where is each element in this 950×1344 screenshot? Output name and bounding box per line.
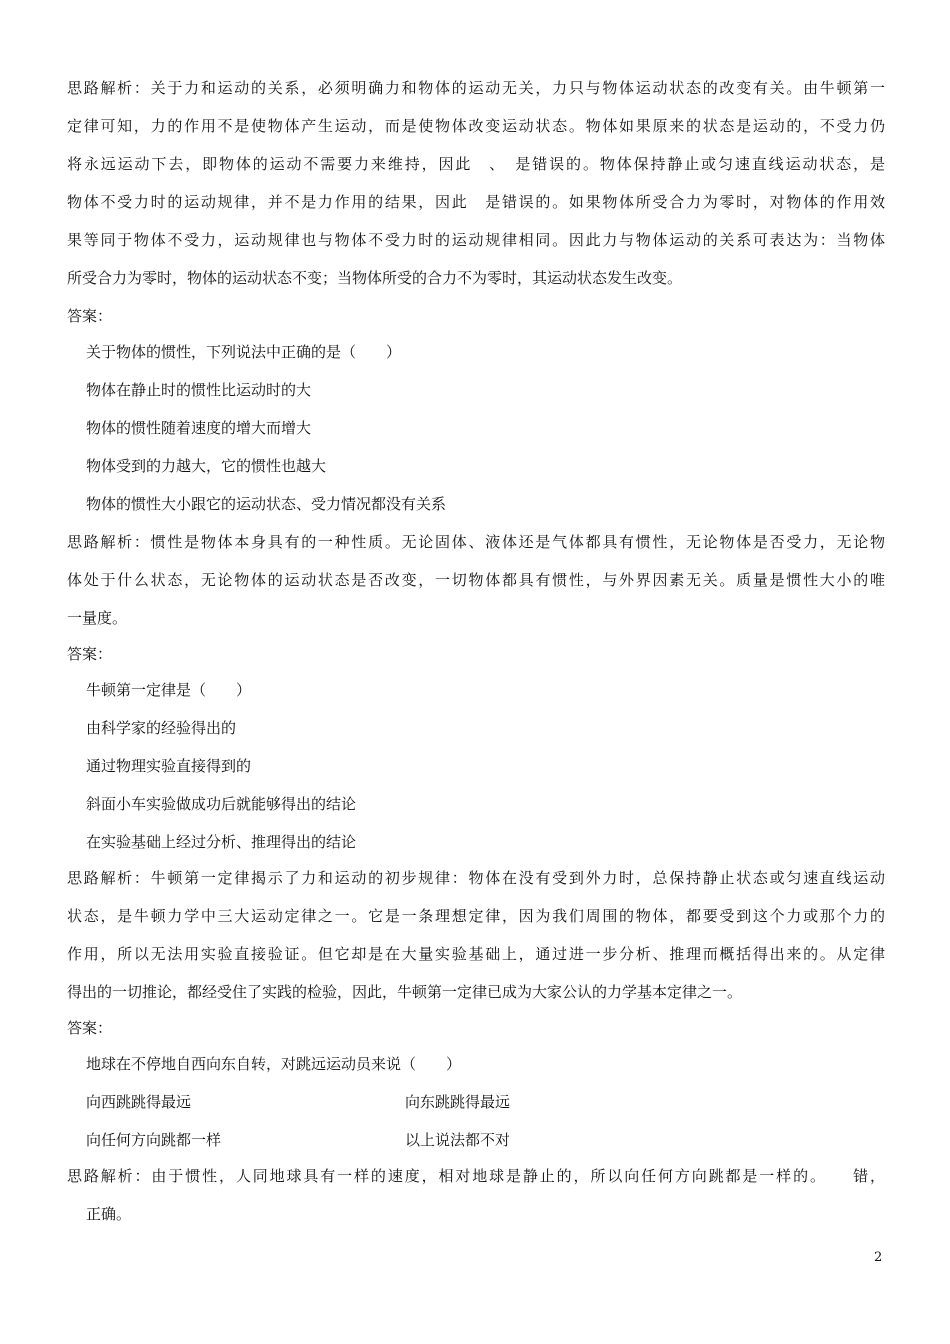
analysis-4-line-1: 思路解析：由于惯性，人同地球具有一样的速度，相对地球是静止的，所以向任何方向跳都是一样的。 错，	[67, 1167, 885, 1185]
analysis-4-line-2: 正确。	[86, 1205, 132, 1223]
answer-label-1: 答案：	[67, 307, 113, 325]
question-3-option-1: 由科学家的经验得出的	[86, 719, 237, 737]
analysis-3-line-1: 思路解析：牛顿第一定律揭示了力和运动的初步规律：物体在没有受到外力时，总保持静止状态或匀速直线运动	[67, 869, 885, 887]
question-2-option-4: 物体的惯性大小跟它的运动状态、受力情况都没有关系	[86, 495, 447, 513]
question-3-option-2: 通过物理实验直接得到的	[86, 757, 252, 775]
analysis-1-line-2: 定律可知，力的作用不是使物体产生运动，而是使物体改变运动状态。物体如果原来的状态是运动的，不受力仍	[67, 117, 885, 135]
question-4-option-4: 以上说法都不对	[405, 1131, 511, 1149]
answer-label-2: 答案：	[67, 645, 113, 663]
question-4-stem: 地球在不停地自西向东自转，对跳远运动员来说（ ）	[86, 1055, 462, 1073]
question-4-option-3: 向任何方向跳都一样	[86, 1131, 222, 1149]
question-4-option-2: 向东跳跳得最远	[405, 1093, 511, 1111]
question-2-option-2: 物体的惯性随着速度的增大而增大	[86, 419, 312, 437]
analysis-1-line-4: 物体不受力时的运动规律，并不是力作用的结果，因此 是错误的。如果物体所受合力为零时，对物体的作用效	[67, 193, 885, 211]
analysis-1-line-5: 果等同于物体不受力，运动规律也与物体不受力时的运动规律相同。因此力与物体运动的关系可表达为：当物体	[67, 231, 885, 249]
analysis-3-line-3: 作用，所以无法用实验直接验证。但它却是在大量实验基础上，通过进一步分析、推理而概括得出来的。从定律	[67, 945, 885, 963]
question-3-option-3: 斜面小车实验做成功后就能够得出的结论	[86, 795, 357, 813]
analysis-3-line-2: 状态，是牛顿力学中三大运动定律之一。它是一条理想定律，因为我们周围的物体，都要受到这个力或那个力的	[67, 907, 885, 925]
question-3-stem: 牛顿第一定律是（ ）	[86, 681, 252, 699]
question-3-option-4: 在实验基础上经过分析、推理得出的结论	[86, 833, 357, 851]
analysis-3-line-4: 得出的一切推论，都经受住了实践的检验，因此，牛顿第一定律已成为大家公认的力学基本定律之一。	[67, 983, 743, 1001]
analysis-1-line-1: 思路解析：关于力和运动的关系，必须明确力和物体的运动无关，力只与物体运动状态的改变有关。由牛顿第一	[67, 79, 885, 97]
analysis-2-line-2: 体处于什么状态，无论物体的运动状态是否改变，一切物体都具有惯性，与外界因素无关。质量是惯性大小的唯	[67, 571, 885, 589]
page-number: 2	[874, 1250, 883, 1265]
answer-label-3: 答案：	[67, 1019, 113, 1037]
question-2-option-3: 物体受到的力越大，它的惯性也越大	[86, 457, 327, 475]
question-2-stem: 关于物体的惯性，下列说法中正确的是（ ）	[86, 343, 402, 361]
analysis-2-line-1: 思路解析：惯性是物体本身具有的一种性质。无论固体、液体还是气体都具有惯性，无论物体是否受力，无论物	[67, 533, 885, 551]
analysis-2-line-3: 一量度。	[67, 609, 128, 627]
question-2-option-1: 物体在静止时的惯性比运动时的大	[86, 381, 312, 399]
analysis-1-line-3: 将永远运动下去，即物体的运动不需要力来维持，因此 、 是错误的。物体保持静止或匀速直线运动状态，是	[67, 155, 885, 173]
analysis-1-line-6: 所受合力为零时，物体的运动状态不变；当物体所受的合力不为零时，其运动状态发生改变。	[67, 269, 683, 287]
question-4-option-1: 向西跳跳得最远	[86, 1093, 192, 1111]
